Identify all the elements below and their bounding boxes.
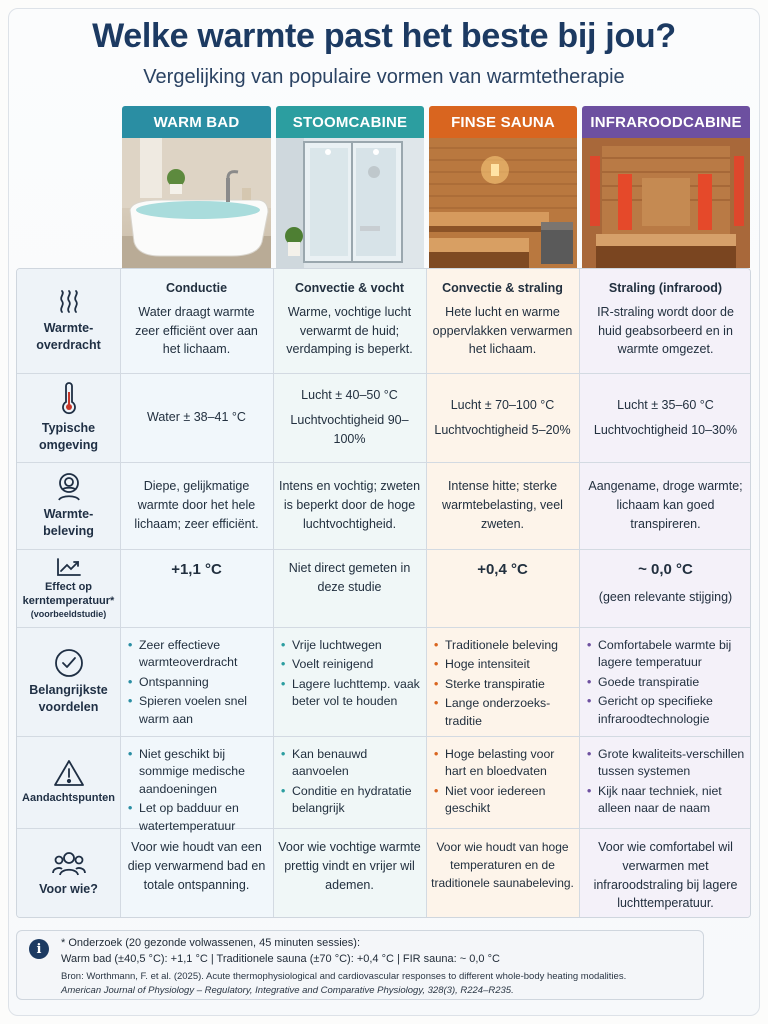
row-label-voor-wie: Voor wie? [39,882,98,897]
row-sublabel-voorbeeldstudie: (voorbeeldstudie) [30,609,107,620]
row-header-aandachtspunten [17,736,120,828]
column-header-stoomcabine: STOOMCABINE [276,106,424,138]
steam-cabin-photo [276,138,424,268]
transfer-heading: Straling (infrarood) [608,281,723,295]
row-header-typische-omgeving [17,373,120,462]
list-item: • Kijk naar techniek, niet alleen naar de naam [598,783,747,818]
list-item: • Sterke transpiratie [445,676,574,693]
warning-icon [53,758,85,788]
list-item: • Let op badduur en watertemperatuur [139,800,268,835]
finnish-sauna-photo [429,138,577,268]
info-icon: i [29,939,49,959]
cell-who-finse-sauna: Voor wie houdt van hoge temperaturen en de traditionele saunabeleving. [431,840,574,890]
column-header-finse-sauna: FINSE SAUNA [429,106,577,138]
list-item: • Conditie en hydratatie belangrijk [292,783,421,818]
cell-environment-warm-bad [120,373,273,462]
cell-transfer-warm-bad [120,269,273,373]
page-title: Welke warmte past het beste bij jou? [92,17,676,55]
footnote-results: Warm bad (±40,5 °C): +1,1 °C | Traditionele sauna (±70 °C): +0,4 °C | FIR sauna: ~ 0,0 °C [61,953,500,965]
cell-attention-warm-bad [120,736,273,833]
list-item: • Spieren voelen snel warm aan [139,693,268,728]
cell-transfer-infraroodcabine [579,269,751,373]
thermometer-icon [57,382,81,416]
people-icon [52,849,86,877]
list-item: • Lagere luchttemp. vaak beter vol te houden [292,676,421,711]
cell-attention-finse-sauna [426,736,579,828]
list-item: • Zeer effectieve warmteoverdracht [139,637,268,672]
cell-effect-warm-bad [120,549,273,627]
cell-environment-finse-sauna [426,373,579,462]
row-header-belangrijkste-voordelen [17,627,120,736]
cell-benefits-finse-sauna [426,627,579,736]
row-header-effect-kerntemperatuur [17,549,120,627]
cell-attention-infraroodcabine [579,736,751,828]
infrared-cabin-photo [582,138,750,268]
footnote-journal: American Journal of Physiology – Regulatory, Integrative and Comparative Physiology, 328(3), R224–R235. [61,985,514,996]
check-circle-icon [54,648,84,678]
cell-transfer-stoomcabine [273,269,426,373]
list-item: • Traditionele beleving [445,637,574,654]
environment-primary: Water ± 38–41 °C [147,410,246,425]
cell-experience-warm-bad: Diepe, gelijkmatige warmte door het hele lichaam; zeer efficiënt. [134,479,259,531]
cell-benefits-warm-bad [120,627,273,736]
cell-effect-stoomcabine [273,549,426,627]
environment-humidity: Luchtvochtigheid 10–30% [593,422,738,437]
list-item: • Grote kwaliteits-verschillen tussen systemen [598,746,747,781]
comparison-table [16,268,751,918]
cell-experience-finse-sauna: Intense hitte; sterke warmtebelasting, veel zweten. [442,479,563,531]
cell-environment-infraroodcabine [579,373,751,462]
list-item: • Ontspanning [139,674,268,691]
cell-environment-stoomcabine [273,373,426,462]
person-icon [55,472,83,502]
cell-effect-finse-sauna [426,549,579,627]
footnote-box [16,930,704,1000]
list-item: • Kan benauwd aanvoelen [292,746,421,781]
cell-who-stoomcabine: Voor wie vochtige warmte prettig vindt en vrijer wil ademen. [278,840,421,892]
cell-benefits-infraroodcabine [579,627,751,736]
transfer-heading: Convectie & straling [442,281,563,295]
transfer-text: Hete lucht en warme oppervlakken verwarmen het lichaam. [432,304,573,357]
heat-waves-icon [55,288,83,316]
effect-value: ~ 0,0 °C [638,561,693,578]
list-item: • Gericht op specifieke infraroodtechnologie [598,693,747,728]
cell-who-warm-bad: Voor wie houdt van een diep verwarmend bad en totale ontspanning. [127,840,266,892]
footnote-study: * Onderzoek (20 gezonde volwassenen, 45 minuten sessies): [61,937,361,949]
effect-value: +0,4 °C [477,561,528,578]
row-header-voor-wie [17,828,120,918]
list-item: • Vrije luchtwegen [292,637,421,654]
cell-who-infraroodcabine: Voor wie comfortabel wil verwarmen met infraroodstraling bij lagere luchttemperatuur. [593,840,738,911]
row-label-typische-omgeving: Typische omgeving [38,420,99,452]
effect-note: (geen relevante stijging) [598,589,733,604]
row-label-aandachtspunten: Aandachtspunten [22,792,115,805]
trend-chart-icon [56,557,82,577]
cell-transfer-finse-sauna [426,269,579,373]
list-item: • Comfortabele warmte bij lagere temperatuur [598,637,747,672]
page-subtitle: Vergelijking van populaire vormen van warmtetherapie [143,66,625,88]
list-item: • Niet geschikt bij sommige medische aandoeningen [139,746,268,798]
row-header-warmteoverdracht [17,269,120,373]
transfer-text: Warme, vochtige lucht verwarmt de huid; verdamping is beperkt. [286,304,413,357]
row-header-warmtebeleving [17,462,120,549]
transfer-heading: Conductie [165,281,228,295]
row-label-warmtebeleving: Warmte- beleving [43,506,94,538]
environment-primary: Lucht ± 35–60 °C [617,397,714,412]
environment-primary: Lucht ± 40–50 °C [301,388,398,403]
list-item: • Goede transpiratie [598,674,747,691]
row-label-belangrijkste-voordelen: Belangrijkste voordelen [29,682,108,714]
transfer-heading: Convectie & vocht [294,281,405,295]
effect-value: +1,1 °C [171,561,222,578]
list-item: • Niet voor iedereen geschikt [445,783,574,818]
transfer-text: IR-straling wordt door de huid geabsorbeerd en in warmte omgezet. [597,304,734,357]
list-item: • Lange onderzoeks-traditie [445,695,574,730]
cell-experience-infraroodcabine: Aangename, droge warmte; lichaam kan goed transpireren. [588,479,743,531]
effect-note: Niet direct gemeten in deze studie [288,561,411,594]
cell-attention-stoomcabine [273,736,426,828]
environment-humidity: Luchtvochtigheid 90–100% [290,413,409,446]
bathtub-photo [122,138,271,268]
row-label-effect-kerntemperatuur: Effect op kerntemperatuur* [22,580,115,607]
row-label-warmteoverdracht: Warmte- overdracht [36,321,101,352]
environment-humidity: Luchtvochtigheid 5–20% [434,422,571,437]
cell-experience-stoomcabine: Intens en vochtig; zweten is beperkt door de hoge luchtvochtigheid. [278,479,421,531]
column-header-warm-bad: WARM BAD [122,106,271,138]
cell-effect-infraroodcabine [579,549,751,627]
transfer-text: Water draagt warmte zeer efficiënt over aan het lichaam. [135,304,258,357]
cell-benefits-stoomcabine [273,627,426,736]
footnote-source: Bron: Worthmann, F. et al. (2025). Acute thermophysiological and cardiovascular responses to different whole-body heating modalities. [61,971,627,982]
environment-primary: Lucht ± 70–100 °C [450,397,555,412]
list-item: • Voelt reinigend [292,656,421,673]
column-header-infraroodcabine: INFRAROODCABINE [582,106,750,138]
list-item: • Hoge intensiteit [445,656,574,673]
list-item: • Hoge belasting voor hart en bloedvaten [445,746,574,781]
